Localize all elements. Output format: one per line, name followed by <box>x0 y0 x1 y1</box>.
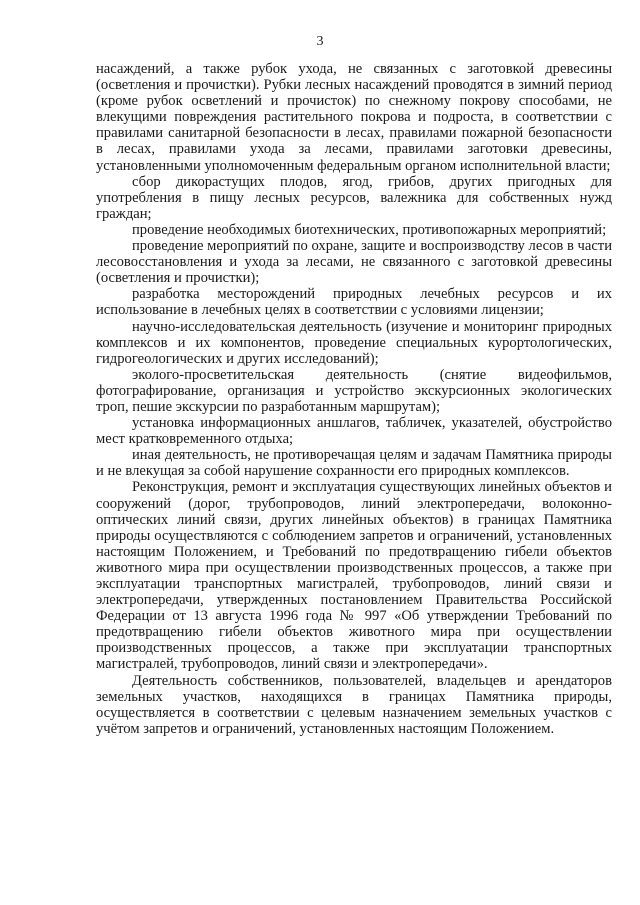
document-body <box>96 61 612 737</box>
paragraph-biotechnical: проведение необходимых биотехнических, противопожарных мероприятий; <box>132 221 607 238</box>
page-number: 3 <box>316 34 324 49</box>
paragraph-signage: установка информационных аншлагов, табличек, указателей, обустройство мест кратковременного отдыха; <box>96 415 612 448</box>
paragraph-gathering: сбор дикорастущих плодов, ягод, грибов, других пригодных для употребления в пищу лесных ресурсов, валежника для собственных нужд граждан; <box>96 173 612 222</box>
paragraph-deposits: разработка месторождений природных лечебных ресурсов и их использование в лечебных целях в соответствии с условиями лицензии; <box>96 286 612 319</box>
paragraph-forest-protection: проведение мероприятий по охране, защите и воспроизводству лесов в части лесовосстановления и ухода за лесами, не связанного с заготовкой древесины (осветления и прочистки); <box>96 238 612 287</box>
paragraph-other-activity: иная деятельность, не противоречащая целям и задачам Памятника природы и не влекущая за собой нарушение сохранности его природных комплексов. <box>96 447 612 480</box>
paragraph-education: эколого-просветительская деятельность (снятие видеофильмов, фотографирование, организация и устройство экскурсионных экологических троп, пешие экскурсии по разработанным маршрутам); <box>96 366 612 415</box>
paragraph-research: научно-исследовательская деятельность (изучение и мониторинг природных комплексов и их компонентов, проведение специальных курортологических, гидрогеологических и других исследований); <box>96 318 612 367</box>
paragraph-land-use: Деятельность собственников, пользователей, владельцев и арендаторов земельных участков, находящихся в границах Памятника природы, осуществляется в соответствии с целевым назначением земельных участков с учётом запретов и ограничений, установленных настоящим Положением. <box>96 672 612 737</box>
paragraph-continued: насаждений, а также рубок ухода, не связанных с заготовкой древесины (осветления и прочистки). Рубки лесных насаждений проводятся в зимний период (кроме рубок осветлений и прочисток) по снежному покрову способами, не влекущими повреждения растительного покрова и подроста, в соответствии с правилами санитарной безопасности в лесах, правилами пожарной безопасности в лесах, правилами ухода за лесами, правилами заготовки древесины, установленными уполномоченным федеральным органом исполнительной власти; <box>96 61 612 174</box>
paragraph-reconstruction: Реконструкция, ремонт и эксплуатация существующих линейных объектов и сооружений (дорог, трубопроводов, линий электропередачи, волоконно-оптических линий связи, других линейных объектов) в границах Памятника природы осуществляются с соблюдением запретов и ограничений, установленных настоящим Положением, и Требований по предотвращению гибели объектов животного мира при осуществлении производственных процессов, а также при эксплуатации транспортных магистралей, трубопроводов, линий связи и электропередачи, утвержденных постановлением Правительства Российской Федерации от 13 августа 1996 года № 997 «Об утверждении Требований по предотвращению гибели объектов животного мира при осуществлении производственных процессов, а также при эксплуатации транспортных магистралей, трубопроводов, линий связи и электропередачи». <box>96 479 612 673</box>
